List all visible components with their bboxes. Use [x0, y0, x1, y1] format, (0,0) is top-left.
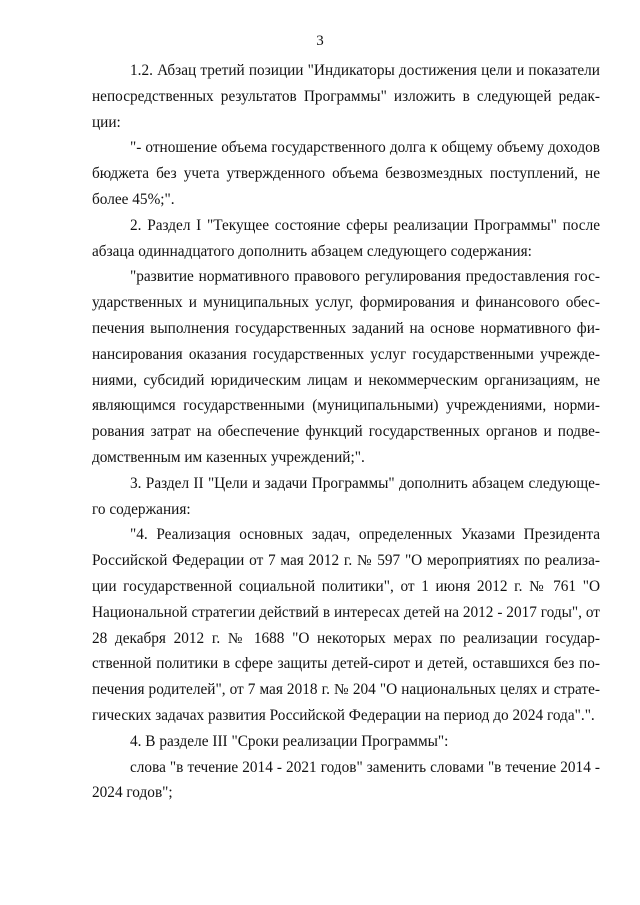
paragraph-2: 2. Раздел I "Текущее состояние сферы реализации Программы" после абзаца одиннадцатого дополнить абзацем следующего содержания:	[92, 216, 600, 260]
document-body	[92, 58, 600, 806]
paragraph-quote-debt-ratio: "- отношение объема государственного долга к общему объему доходов бюджета без учета утвержденного объема безвозмездных поступлений, не более 45%;".	[92, 139, 600, 208]
paragraph-4: 4. В разделе III "Сроки реализации Программы":	[130, 732, 449, 750]
paragraph-1-2: 1.2. Абзац третий позиции "Индикаторы достижения цели и показатели непосредственных результатов Программы" изложить в следующей редакции:	[92, 62, 600, 131]
paragraph-3: 3. Раздел II "Цели и задачи Программы" дополнить абзацем следующего содержания:	[92, 474, 600, 518]
paragraph-quote-decrees: "4. Реализация основных задач, определенных Указами Президента Российской Федерации от 7 мая 2012 г. № 597 "О мероприятиях по реализации государственной социальной политики", от 1 июня 2012 г. № 761 "О Национальной стратегии действий в интересах детей на 2012 - 2017 годы", от 28 декабря 2012 г. № 1688 "О некоторых мерах по реализации государственной политики в сфере защиты детей-сирот и детей, оставшихся без попечения родителей", от 7 мая 2018 г. № 204 "О национальных целях и стратегических задачах развития Российской Федерации на период до 2024 года".".	[92, 526, 600, 724]
page-number: 3	[316, 33, 324, 49]
paragraph-quote-regulation: "развитие нормативного правового регулирования предоставления государственных и муниципальных услуг, формирования и финансового обеспечения выполнения государственных заданий на основе нормативного финансирования оказания государственных услуг государственными учреждениями, субсидий юридическим лицам и некоммерческим организациям, не являющимся государственными (муниципальными) учреждениями, нормирования затрат на обеспечение функций государственных органов и подведомственным им казенных учреждений;".	[92, 268, 600, 466]
paragraph-replace-words: слова "в течение 2014 - 2021 годов" заменить словами "в течение 2014 - 2024 годов";	[92, 758, 600, 802]
